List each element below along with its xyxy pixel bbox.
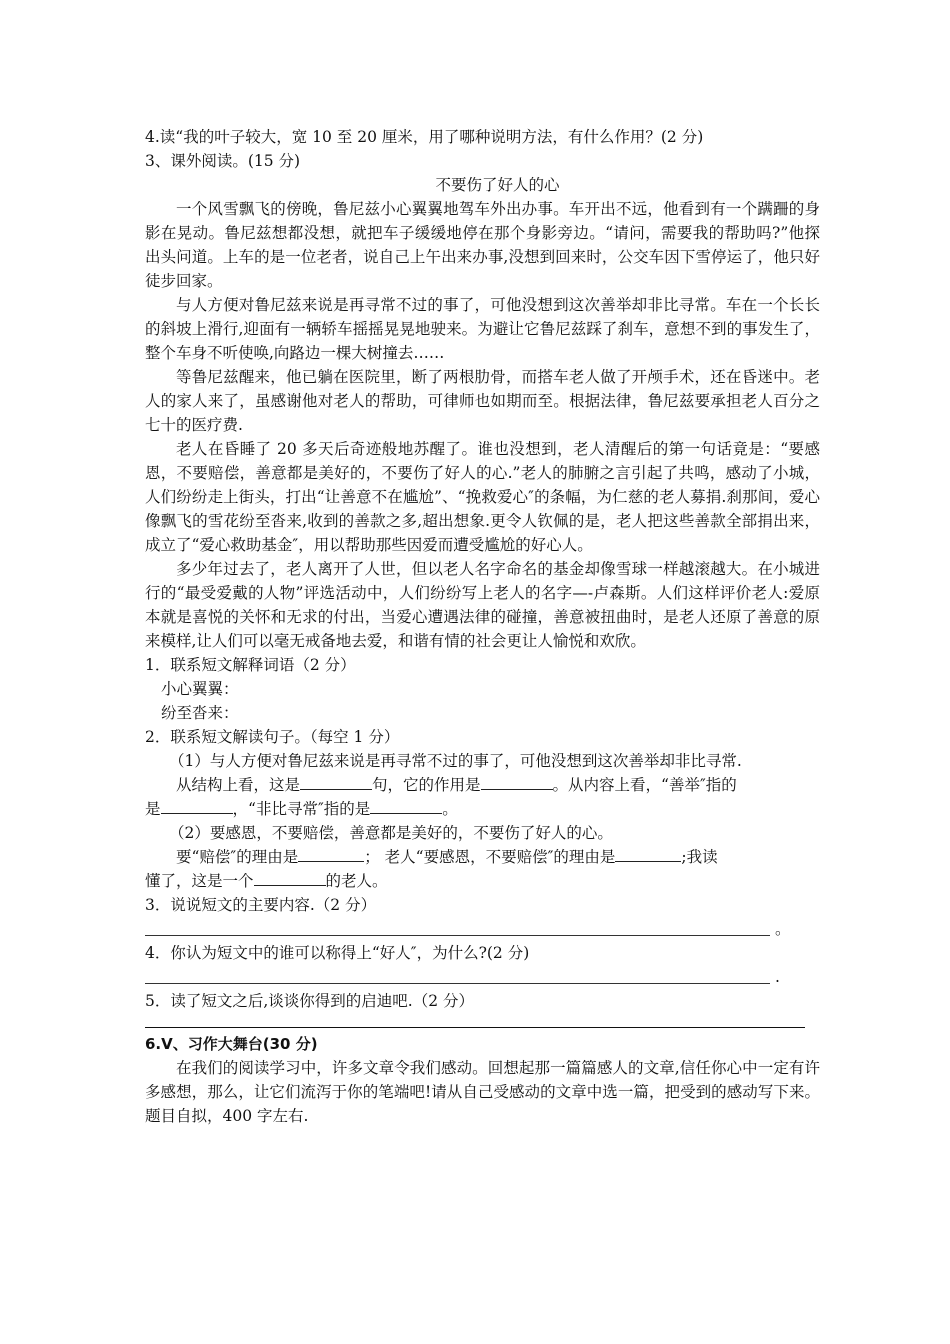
q2-1-text: 句，它的作用是	[372, 776, 481, 794]
question-2: 2．联系短文解读句子。（每空 1 分）	[145, 728, 400, 746]
q2-2-text: 要“赔偿″的理由是	[176, 848, 299, 866]
question-1: 1．联系短文解释词语（2 分）	[145, 656, 356, 674]
section-divider	[145, 1027, 805, 1028]
answer-line-end: .	[775, 968, 780, 986]
q2-1-text: 是	[145, 800, 161, 818]
answer-blank[interactable]	[370, 799, 442, 814]
answer-blank[interactable]	[298, 847, 364, 862]
question-2-2-line-b	[145, 869, 820, 893]
article-paragraph: 老人在昏睡了 20 多天后奇迹般地苏醒了。谁也没想到，老人清醒后的第一句话竟是：“要感恩，不要赔偿，善意都是美好的，不要伤了好人的心.”老人的肺腑之言引起了共鸣，感动了小城，人们纷纷走上街头，打出“让善意不在尴尬”、“挽救爱心″的条幅，为仁慈的老人募捐.刹那间，爱心像飘飞的雪花纷至沓来,收到的善款之多,超出想象.更令人钦佩的是，老人把这些善款全部捐出来，成立了“爱心救助基金″，用以帮助那些因爱而遭受尴尬的好心人。	[145, 440, 820, 554]
answer-rule	[145, 983, 770, 984]
q2-2-text: 懂了，这是一个	[145, 872, 254, 890]
answer-blank[interactable]	[161, 799, 233, 814]
q2-1-text: 。	[442, 800, 458, 818]
answer-blank[interactable]	[615, 847, 681, 862]
article-paragraph: 多少年过去了，老人离开了人世，但以老人名字命名的基金却像雪球一样越滚越大。在小城进行的“最受爱戴的人物”评选活动中，人们纷纷写上老人的名字—-卢森斯。人们这样评价老人:爱原本就是喜悦的关怀和无求的付出，当爱心遭遇法律的碰撞，善意被扭曲时，是老人还原了善意的原来模样,让人们可以毫无戒备地去爱，和谐有情的社会更让人愉悦和欢欣。	[145, 560, 820, 650]
q2-1-text: 。从内容上看，“善举″指的	[552, 776, 737, 794]
question-4-prev: 4.读“我的叶子较大，宽 10 至 20 厘米，用了哪种说明方法，有什么作用？(2 分)	[145, 128, 704, 146]
answer-blank[interactable]	[481, 775, 553, 790]
question-4: 4．你认为短文中的谁可以称得上“好人″，为什么?(2 分)	[145, 944, 530, 962]
answer-blank[interactable]	[300, 775, 372, 790]
question-2-2-line-a	[145, 845, 820, 869]
question-3: 3．说说短文的主要内容.（2 分）	[145, 896, 377, 914]
question-1-word-a: 小心翼翼：	[161, 680, 239, 698]
composition-prompt: 在我们的阅读学习中，许多文章令我们感动。回想起那一篇篇感人的文章,信任你心中一定有许多感想，那么，让它们流泻于你的笔端吧!请从自己受感动的文章中选一篇，把受到的感动写下来。题目自拟，400 字左右.	[145, 1059, 820, 1125]
article-paragraph: 等鲁尼兹醒来，他已躺在医院里，断了两根肋骨，而搭车老人做了开颅手术，还在昏迷中。老人的家人来了，虽感谢他对老人的帮助，可律师也如期而至。根据法律，鲁尼兹要承担老人百分之七十的医疗费.	[145, 368, 820, 434]
question-2-sentence-1: （1）与人方便对鲁尼兹来说是再寻常不过的事了，可他没想到这次善举却非比寻常.	[169, 752, 742, 770]
q2-2-text: 的老人。	[325, 872, 388, 890]
answer-blank[interactable]	[254, 871, 326, 886]
question-1-word-b: 纷至沓来：	[161, 704, 239, 722]
q2-2-text: ； 老人“要感恩，不要赔偿″的理由是	[364, 848, 616, 866]
article-paragraph: 与人方便对鲁尼兹来说是再寻常不过的事了，可他没想到这次善举却非比寻常。车在一个长长的斜坡上滑行,迎面有一辆轿车摇摇晃晃地驶来。为避让它鲁尼兹踩了刹车，意想不到的事发生了，整个车身不听使唤,向路边一棵大树撞去……	[145, 296, 820, 362]
composition-heading: 6.Ⅴ、习作大舞台(30 分)	[145, 1035, 318, 1053]
question-2-sentence-2: （2）要感恩，不要赔偿，善意都是美好的，不要伤了好人的心。	[169, 824, 613, 842]
answer-line-end: 。	[775, 920, 791, 938]
q2-1-text: 从结构上看，这是	[176, 776, 301, 794]
article-title: 不要伤了好人的心	[435, 176, 560, 194]
q2-2-text: ;我读	[681, 848, 718, 866]
article-paragraph: 一个风雪飘飞的傍晚，鲁尼兹小心翼翼地驾车外出办事。车开出不远，他看到有一个蹒跚的身影在晃动。鲁尼兹想都没想，就把车子缓缓地停在那个身影旁边。“请问，需要我的帮助吗?”他探出头问道。上车的是一位老者，说自己上午出来办事,没想到回来时，公交车因下雪停运了，他只好徒步回家。	[145, 200, 820, 290]
question-2-1-line-b	[145, 797, 820, 821]
question-2-1-line-a	[145, 773, 820, 797]
question-5: 5．读了短文之后,谈谈你得到的启迪吧.（2 分）	[145, 992, 475, 1010]
question-3-answer-line[interactable]	[145, 917, 820, 941]
answer-rule	[145, 935, 770, 936]
q2-1-text: ，“非比寻常″指的是	[232, 800, 371, 818]
question-4-answer-line[interactable]	[145, 965, 820, 989]
section-3-heading: 3、课外阅读。(15 分)	[145, 152, 301, 170]
